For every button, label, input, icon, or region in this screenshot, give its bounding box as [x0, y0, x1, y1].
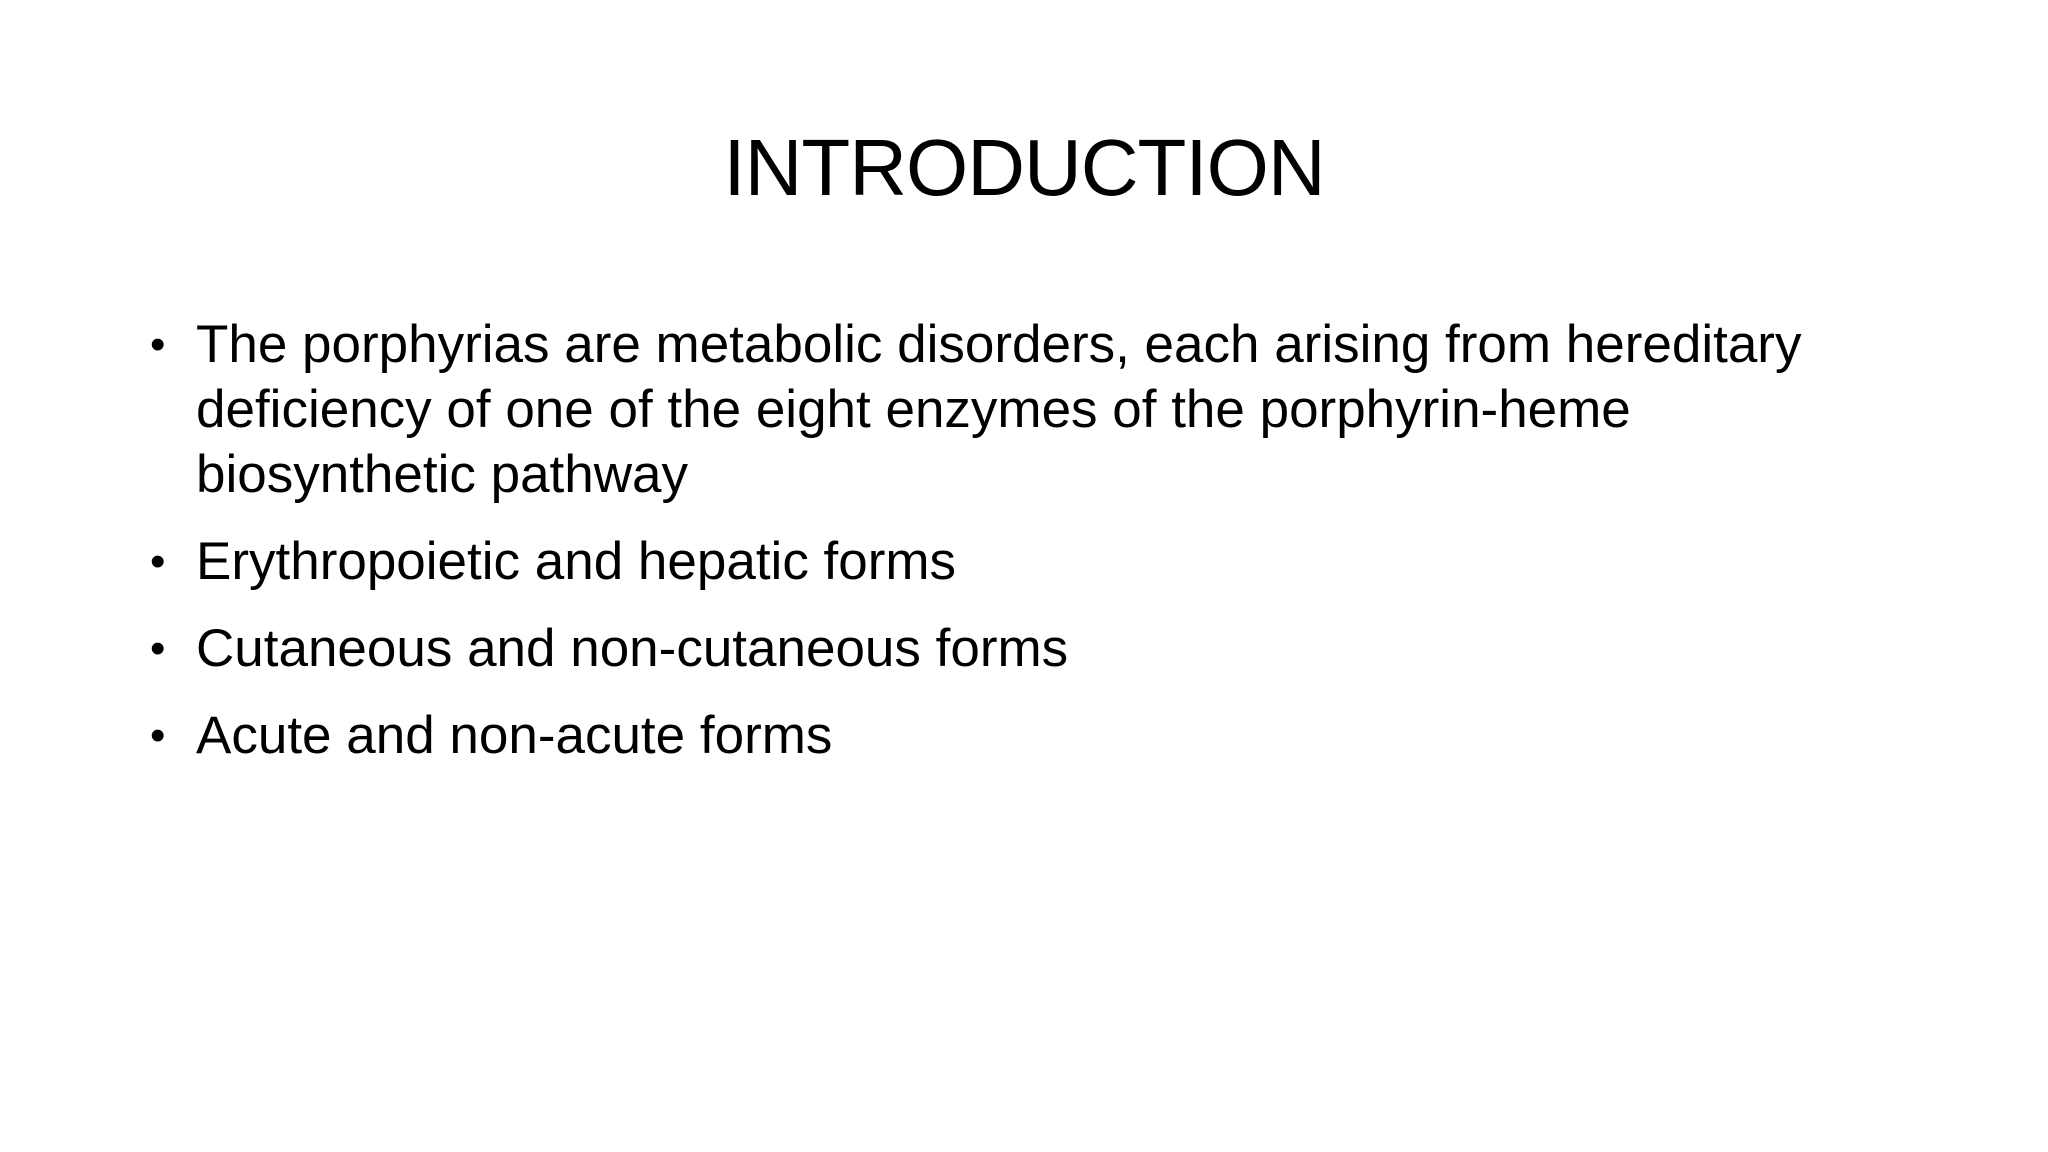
bullet-text: Cutaneous and non-cutaneous forms	[196, 619, 1069, 678]
bullet-point-icon: •	[150, 320, 166, 369]
bullet-item	[150, 616, 1910, 681]
bullet-text: Erythropoietic and hepatic forms	[196, 532, 957, 591]
slide-title: INTRODUCTION	[723, 123, 1325, 212]
bullet-point-icon: •	[150, 537, 166, 586]
bullet-text: Acute and non-acute forms	[196, 706, 833, 765]
bullet-item	[150, 529, 1910, 594]
bullet-list	[150, 312, 1910, 790]
bullet-item	[150, 703, 1910, 768]
bullet-point-icon: •	[150, 624, 166, 673]
bullet-item	[150, 312, 1910, 507]
bullet-text: The porphyrias are metabolic disorders, each arising from hereditary deficiency of one of the eight enzymes of the porphyrin-heme biosynthetic pathway	[196, 315, 1802, 504]
bullet-point-icon: •	[150, 711, 166, 760]
